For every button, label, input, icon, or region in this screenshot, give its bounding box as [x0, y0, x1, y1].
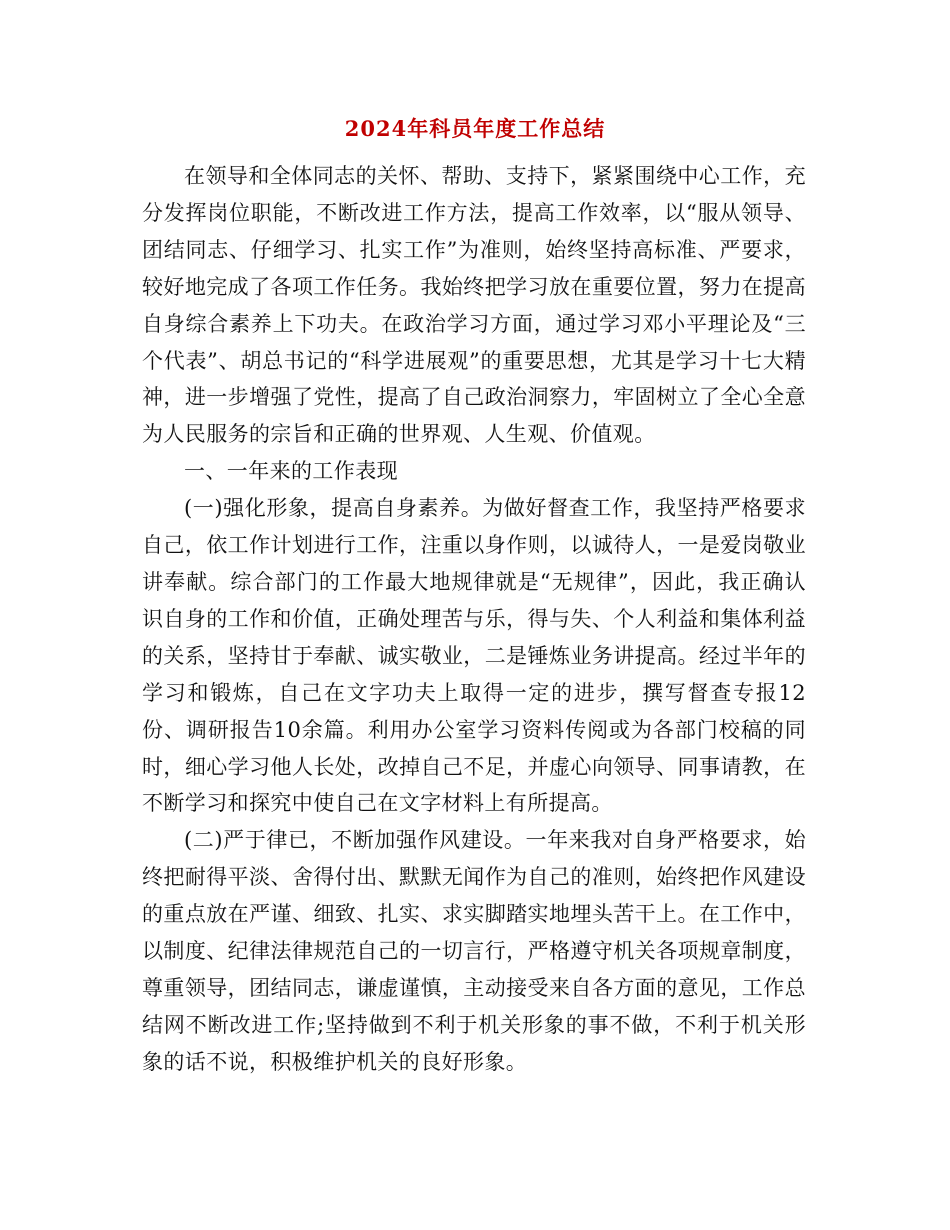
document-title: 2024年科员年度工作总结 [344, 116, 606, 141]
document-body [142, 158, 806, 1081]
section-heading-work-performance: 一、一年来的工作表现 [184, 459, 398, 484]
paragraph-image-strengthening: (一)强化形象，提高自身素养。为做好督查工作，我坚持严格要求自己，依工作计划进行工作，注重以身作则，以诚待人，一是爱岗敬业讲奉献。综合部门的工作最大地规律就是“无规律”，因此，我正确认识自身的工作和价值，正确处理苦与乐，得与失、个人利益和集体利益的关系，坚持甘于奉献、诚实敬业，二是锤炼业务讲提高。经过半年的学习和锻炼，自己在文字功夫上取得一定的进步，撰写督查专报12份、调研报告10余篇。利用办公室学习资料传阅或为各部门校稿的同时，细心学习他人长处，改掉自己不足，并虚心向领导、同事请教，在不断学习和探究中使自己在文字材料上有所提高。 [142, 496, 806, 816]
paragraph-self-discipline: (二)严于律已，不断加强作风建设。一年来我对自身严格要求，始终把耐得平淡、舍得付出、默默无闻作为自己的准则，始终把作风建设的重点放在严谨、细致、扎实、求实脚踏实地埋头苦干上。在工作中，以制度、纪律法律规范自己的一切言行，严格遵守机关各项规章制度，尊重领导，团结同志，谦虚谨慎，主动接受来自各方面的意见，工作总结网不断改进工作;坚持做到不利于机关形象的事不做，不利于机关形象的话不说，积极维护机关的良好形象。 [142, 828, 806, 1074]
paragraph-intro: 在领导和全体同志的关怀、帮助、支持下，紧紧围绕中心工作，充分发挥岗位职能，不断改进工作方法，提高工作效率，以“服从领导、团结同志、仔细学习、扎实工作”为准则，始终坚持高标准、严要求，较好地完成了各项工作任务。我始终把学习放在重要位置，努力在提高自身综合素养上下功夫。在政治学习方面，通过学习邓小平理论及“三个代表”、胡总书记的“科学进展观”的重要思想，尤其是学习十七大精神，进一步增强了党性，提高了自己政治洞察力，牢固树立了全心全意为人民服务的宗旨和正确的世界观、人生观、价值观。 [142, 164, 806, 447]
